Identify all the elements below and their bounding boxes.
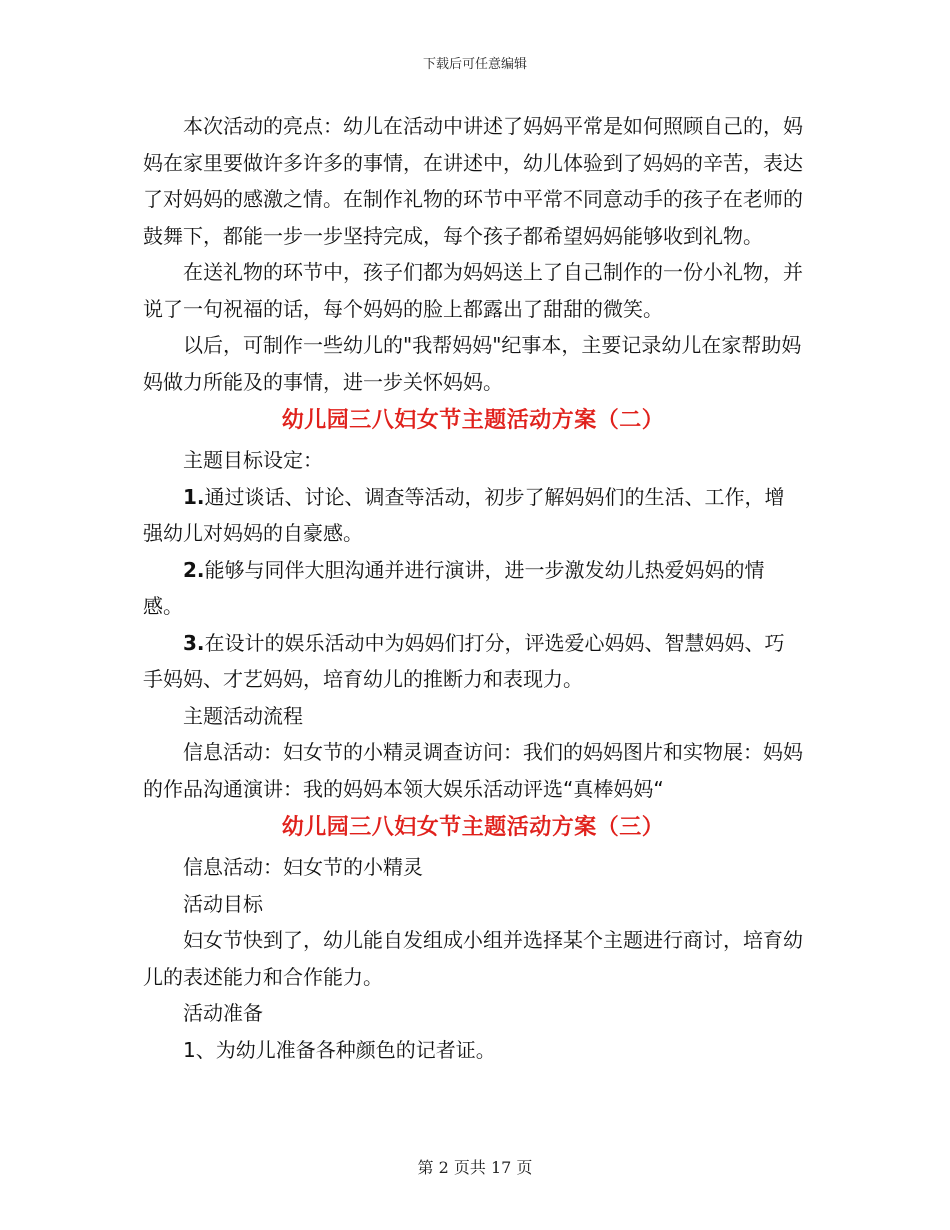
goal-item-2	[143, 552, 803, 625]
flow-text: 信息活动：妇女节的小精灵调查访问：我们的妈妈图片和实物展：妈妈的作品沟通演讲：我的妈妈本领大娱乐活动评选“真棒妈妈“	[143, 740, 803, 801]
prep-title: 活动准备	[183, 1001, 263, 1025]
page-header: 下载后可任意编辑	[422, 57, 527, 72]
document-body	[143, 108, 803, 1068]
goal-item-1	[143, 479, 803, 552]
paragraph-gift-giving: 在送礼物的环节中，孩子们都为妈妈送上了自己制作的一份小礼物，并说了一句祝福的话，每个妈妈的脸上都露出了甜甜的微笑。	[143, 260, 803, 321]
goal-number-2: 2.	[183, 557, 205, 582]
goal-text-1: 通过谈话、讨论、调查等活动，初步了解妈妈们的生活、工作，增强幼儿对妈妈的自豪感。	[143, 484, 785, 545]
goal-item-3	[143, 625, 803, 698]
info-activity: 信息活动：妇女节的小精灵	[183, 855, 423, 879]
page-footer: 第 2 页共 17 页	[417, 1158, 533, 1177]
prep-item-1: 1、为幼儿准备各种颜色的记者证。	[183, 1037, 496, 1062]
goal-number-3: 3.	[183, 630, 205, 655]
goal-number-1: 1.	[183, 484, 205, 509]
objective-text: 妇女节快到了，幼儿能自发组成小组并选择某个主题进行商讨，培育幼儿的表述能力和合作能力。	[143, 928, 803, 989]
paragraph-future-plan: 以后，可制作一些幼儿的"我帮妈妈"纪事本，主要记录幼儿在家帮助妈妈做力所能及的事情，进一步关怀妈妈。	[143, 333, 802, 394]
paragraph-highlights: 本次活动的亮点：幼儿在活动中讲述了妈妈平常是如何照顾自己的，妈妈在家里要做许多许多的事情，在讲述中，幼儿体验到了妈妈的辛苦，表达了对妈妈的感激之情。在制作礼物的环节中平常不同意动手的孩子在老师的鼓舞下，都能一步一步坚持完成，每个孩子都希望妈妈能够收到礼物。	[143, 114, 803, 248]
section-heading-2: 幼儿园三八妇女节主题活动方案（二）	[281, 408, 665, 433]
flow-title: 主题活动流程	[183, 703, 303, 728]
section-heading-3: 幼儿园三八妇女节主题活动方案（三）	[281, 815, 665, 840]
goals-title: 主题目标设定：	[183, 448, 323, 472]
objective-title: 活动目标	[183, 891, 263, 916]
goal-text-3: 在设计的娱乐活动中为妈妈们打分，评选爱心妈妈、智慧妈妈、巧手妈妈、才艺妈妈，培育幼儿的推断力和表现力。	[143, 630, 785, 691]
goal-text-2: 能够与同伴大胆沟通并进行演讲，进一步激发幼儿热爱妈妈的情感。	[143, 557, 765, 618]
